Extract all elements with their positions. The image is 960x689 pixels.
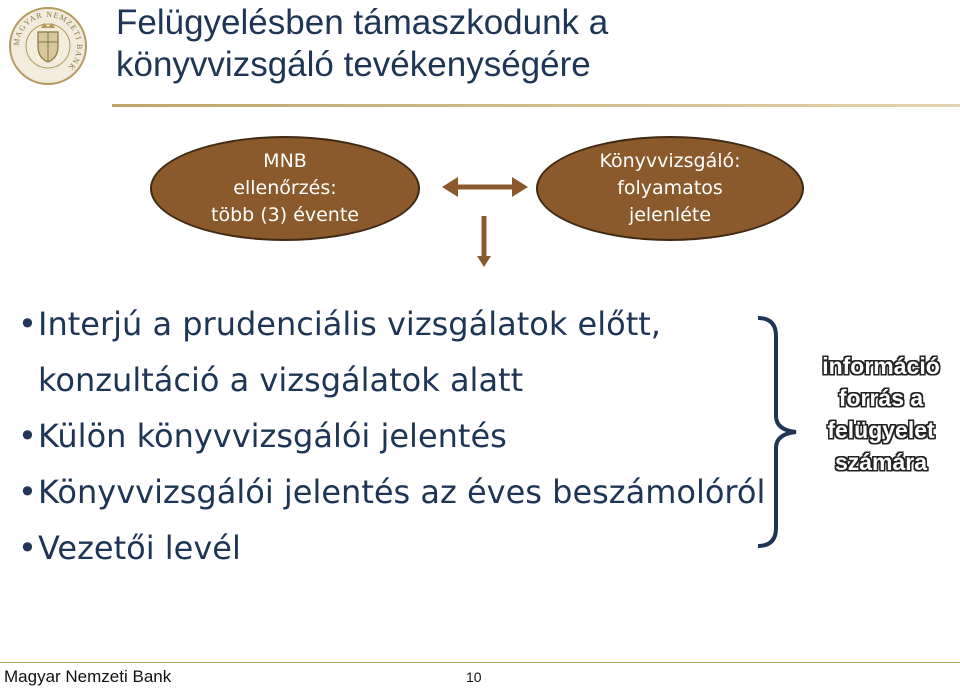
diagram-arrows xyxy=(440,170,530,270)
title-line-1: Felügyelésben támaszkodunk a xyxy=(116,3,609,42)
bullet-text: Külön könyvvizsgálói jelentés xyxy=(38,417,507,455)
bullet-item xyxy=(18,464,778,520)
callout-line: számára xyxy=(834,449,928,475)
bullet-dot-icon: • xyxy=(18,417,37,455)
ellipse-text: folyamatos xyxy=(617,177,723,199)
callout-line: információ xyxy=(822,353,940,379)
ellipse-text: jelenléte xyxy=(628,204,712,226)
logo-ring-text: MAGYAR NEMZETI BANK xyxy=(11,9,85,73)
mnb-logo-seal xyxy=(8,6,88,86)
bullet-item xyxy=(18,296,778,352)
footer-organization: Magyar Nemzeti Bank xyxy=(4,667,172,686)
bullet-text: Vezetői levél xyxy=(38,529,241,567)
down-arrow-icon xyxy=(477,216,491,267)
ellipse-text: ellenőrzés: xyxy=(233,177,337,199)
bullet-dot-icon: • xyxy=(18,473,37,511)
slide-title xyxy=(116,2,936,86)
bullet-item xyxy=(18,520,778,576)
bullet-list xyxy=(18,296,778,576)
title-line-2: könyvvizsgáló tevékenységére xyxy=(116,45,591,84)
ellipse-text: Könyvvizsgáló: xyxy=(599,150,741,172)
right-brace-icon xyxy=(750,312,810,552)
information-source-callout xyxy=(806,350,956,478)
title-divider xyxy=(112,104,960,107)
callout-line: forrás a xyxy=(838,385,924,411)
bullet-text: Interjú a prudenciális vizsgálatok előtt, xyxy=(38,305,661,343)
mnb-audit-ellipse xyxy=(150,136,420,241)
ellipse-text: MNB xyxy=(263,150,307,172)
auditor-presence-ellipse xyxy=(536,136,804,241)
double-arrow-icon xyxy=(442,177,528,197)
page-number: 10 xyxy=(466,669,482,685)
bullet-text: Könyvvizsgálói jelentés az éves beszámolóról xyxy=(38,473,766,511)
bullet-continuation: konzultáció a vizsgálatok alatt xyxy=(38,361,524,399)
callout-line: felügyelet xyxy=(827,417,935,443)
ellipse-text: több (3) évente xyxy=(211,204,359,226)
bullet-dot-icon: • xyxy=(18,305,37,343)
bullet-dot-icon: • xyxy=(18,529,37,567)
footer-divider xyxy=(0,662,960,663)
bullet-item xyxy=(18,408,778,464)
